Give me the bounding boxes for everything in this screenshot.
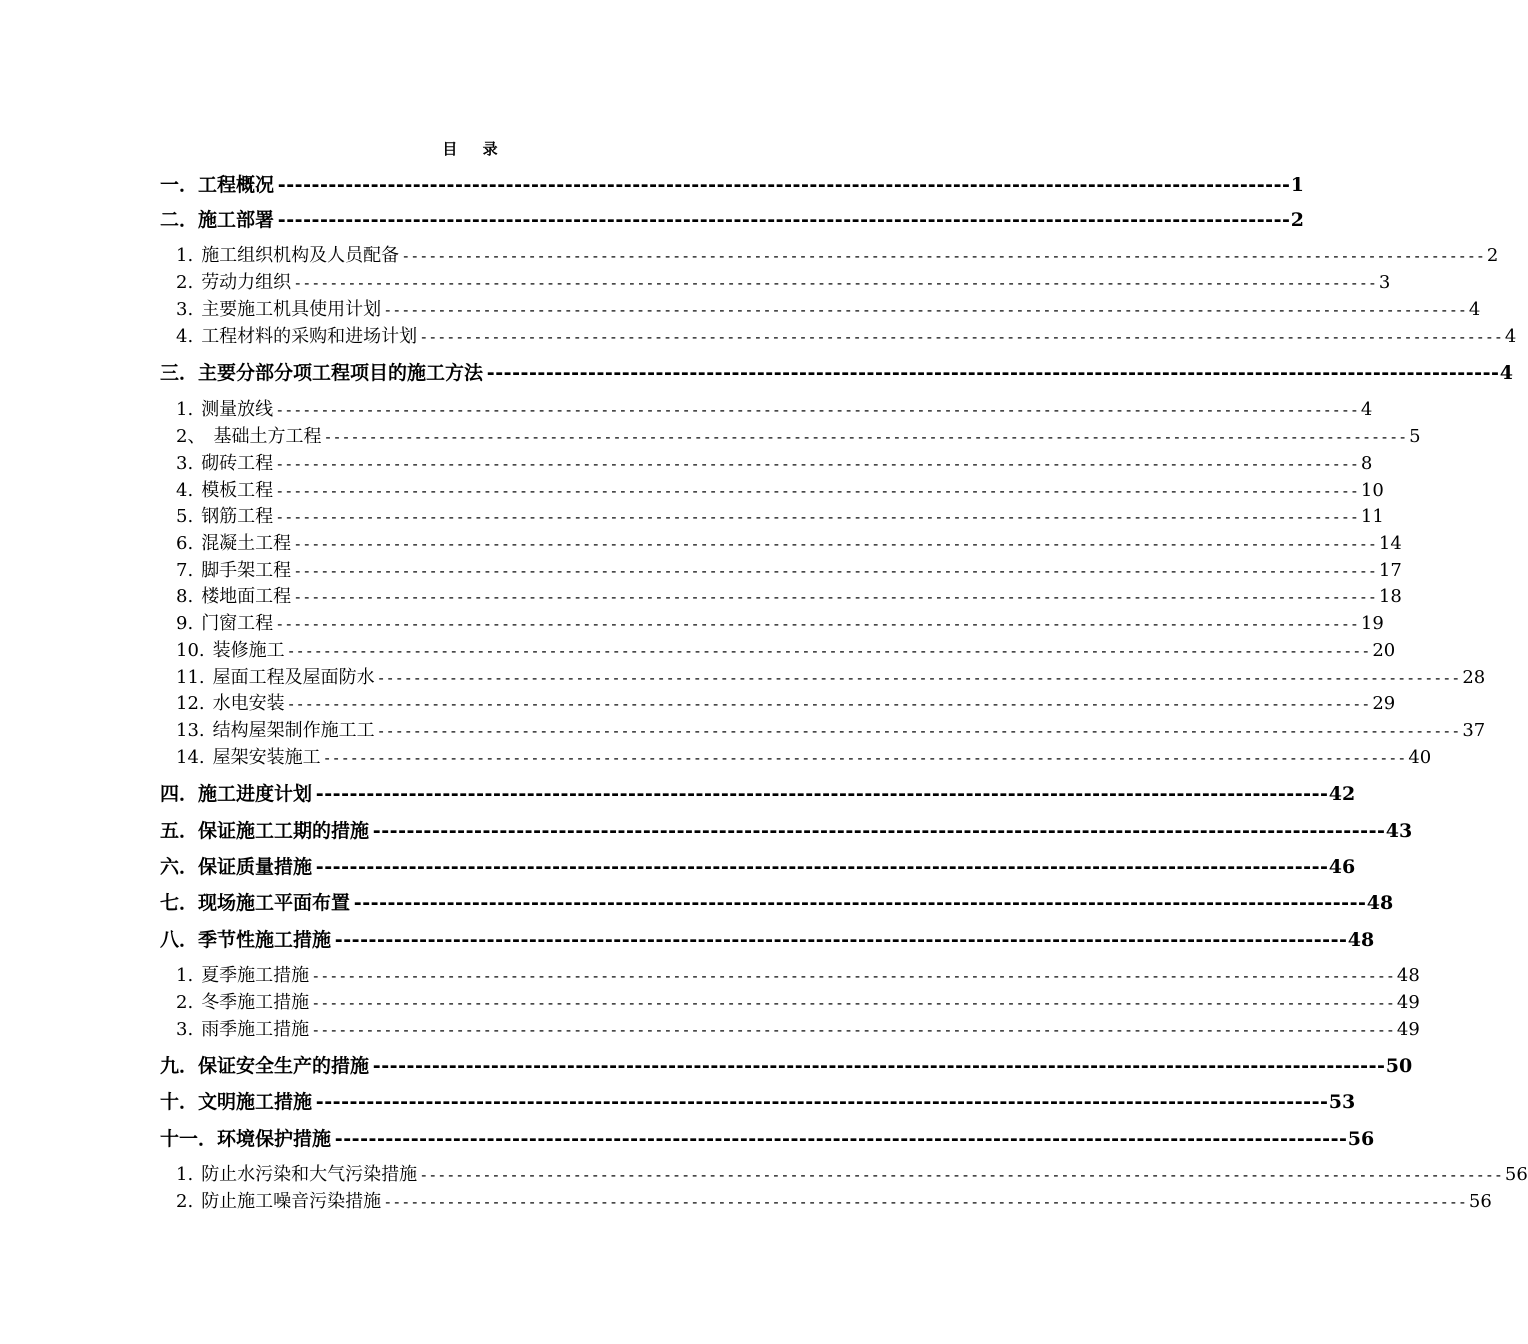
toc-dot-leader: ------------------------------------------------------------------------------------------------------------------------ [383,301,1467,319]
toc-dot-leader: ------------------------------------------------------------------------------------------------------------------------ [323,428,1408,446]
toc-dot-leader: ------------------------------------------------------------------------------------------------------------------------ [383,1193,1467,1211]
toc-entry-number: 三． [160,362,199,384]
toc-entry-title: 门窗工程 [201,613,274,634]
toc-entry-title: 结构屋架制作施工工 [212,720,375,741]
toc-page-number: 29 [1372,693,1396,714]
toc-entry-number: 2. [176,992,194,1013]
toc-dot-leader: ------------------------------------------------------------------------------------------------------------------------ [376,669,1461,687]
toc-entry-number: 五． [160,820,199,842]
toc-page-number: 53 [1328,1091,1356,1113]
toc-entry-number: 八． [160,929,199,951]
toc-page-number: 17 [1378,560,1402,581]
toc-page-number: 28 [1462,667,1486,688]
toc-entry-title: 屋架安装施工 [212,747,321,768]
toc-page-number: 3 [1378,272,1391,293]
toc-entry-number: 十一． [160,1128,218,1150]
toc-entry-number: 七． [160,892,199,914]
toc-page-number: 43 [1385,820,1413,842]
toc-chapter-entry [160,170,1304,196]
toc-chapter-entry [160,852,1356,878]
toc-entry-title: 屋面工程及屋面防水 [212,667,375,688]
toc-entry-title: 水电安装 [212,693,285,714]
toc-section-entry [176,636,1396,661]
toc-dot-leader: ------------------------------------------------------------------------------------------------------------------------ [275,615,1359,633]
toc-entry-title: 脚手架工程 [201,560,292,581]
toc-entry-title: 现场施工平面布置 [198,892,351,914]
toc-page-number: 11 [1360,506,1384,527]
toc-entry-number: 一． [160,174,199,196]
toc-dot-leader: ------------------------------------------------------------------------------------------------------------------------ [311,1021,1395,1039]
toc-dot-leader: ------------------------------------------------------------------------------------------------------------------------ [314,1091,1327,1113]
toc-entry-title: 基础土方工程 [213,426,322,447]
toc-entry-number: 6. [176,533,194,554]
toc-dot-leader: ------------------------------------------------------------------------------------------------------------------------ [322,749,1407,767]
toc-dot-leader: ------------------------------------------------------------------------------------------------------------------------ [275,401,1359,419]
toc-dot-leader: ------------------------------------------------------------------------------------------------------------------------ [485,362,1498,384]
toc-chapter-entry [160,1087,1356,1113]
toc-entry-title: 保证质量措施 [198,856,313,878]
toc-section-entry [176,1160,1528,1185]
toc-entry-number: 3. [176,1019,194,1040]
toc-entry-number: 4. [176,326,194,347]
toc-section-entry [176,295,1481,320]
toc-entry-title: 楼地面工程 [201,586,292,607]
toc-section-entry [176,449,1373,474]
toc-entry-title: 测量放线 [201,399,274,420]
toc-entry-number: 7. [176,560,194,581]
toc-section-entry [176,268,1391,293]
toc-dot-leader: ------------------------------------------------------------------------------------------------------------------------ [293,562,1377,580]
toc-entry-number: 9. [176,613,194,634]
toc-entry-number: 四． [160,783,199,805]
toc-entry-title: 防止水污染和大气污染措施 [201,1164,418,1185]
toc-section-entry [176,663,1486,688]
toc-entry-title: 季节性施工措施 [198,929,332,951]
toc-section-entry [176,743,1432,768]
toc-entry-title: 劳动力组织 [201,272,292,293]
toc-page-number: 4 [1468,299,1481,320]
toc-section-entry [176,582,1402,607]
toc-dot-leader: ------------------------------------------------------------------------------------------------------------------------ [314,856,1327,878]
toc-chapter-entry [160,205,1304,231]
toc-entry-title: 防止施工噪音污染措施 [201,1191,382,1212]
toc-page-number: 14 [1378,533,1402,554]
toc-dot-leader: ------------------------------------------------------------------------------------------------------------------------ [419,328,1503,346]
toc-chapter-entry [160,1124,1375,1150]
toc-entry-number: 3. [176,453,194,474]
toc-entry-title: 模板工程 [201,480,274,501]
toc-entry-title: 环境保护措施 [217,1128,332,1150]
toc-entry-title: 主要施工机具使用计划 [201,299,382,320]
toc-section-entry [176,1187,1492,1212]
toc-page-number: 18 [1378,586,1402,607]
toc-dot-leader: ------------------------------------------------------------------------------------------------------------------------ [371,1055,1384,1077]
toc-chapter-entry [160,779,1356,805]
toc-dot-leader: ------------------------------------------------------------------------------------------------------------------------ [311,967,1395,985]
toc-entry-title: 钢筋工程 [201,506,274,527]
toc-entry-number: 3. [176,299,194,320]
toc-entry-number: 13. [176,720,205,741]
toc-chapter-entry [160,925,1375,951]
toc-entry-title: 工程概况 [198,174,275,196]
toc-dot-leader: ------------------------------------------------------------------------------------------------------------------------ [352,892,1365,914]
toc-dot-leader: ------------------------------------------------------------------------------------------------------------------------ [314,783,1327,805]
toc-section-entry [176,476,1384,501]
toc-section-entry [176,716,1486,741]
toc-page-number: 49 [1396,1019,1420,1040]
toc-entry-number: 二． [160,209,199,231]
toc-chapter-entry [160,888,1394,914]
toc-chapter-entry [160,816,1413,842]
toc-entry-number: 11. [176,667,205,688]
toc-section-entry [176,322,1517,347]
toc-dot-leader: ------------------------------------------------------------------------------------------------------------------------ [286,695,1371,713]
toc-entry-title: 主要分部分项工程项目的施工方法 [198,362,484,384]
toc-section-entry [176,1015,1420,1040]
toc-page-number: 4 [1499,362,1513,384]
toc-page-number: 48 [1347,929,1375,951]
toc-chapter-entry [160,1051,1413,1077]
toc-page-number: 37 [1462,720,1486,741]
toc-entry-title: 装修施工 [212,640,285,661]
toc-entry-title: 工程材料的采购和进场计划 [201,326,418,347]
toc-entry-title: 混凝土工程 [201,533,292,554]
toc-page-number: 49 [1396,992,1420,1013]
toc-dot-leader: ------------------------------------------------------------------------------------------------------------------------ [333,929,1346,951]
toc-dot-leader: ------------------------------------------------------------------------------------------------------------------------ [275,508,1359,526]
toc-entry-number: 4. [176,480,194,501]
toc-dot-leader: ------------------------------------------------------------------------------------------------------------------------ [293,535,1377,553]
toc-section-entry [176,988,1420,1013]
toc-page-number: 40 [1408,747,1432,768]
toc-entry-title: 施工部署 [198,209,275,231]
toc-section-entry [176,529,1402,554]
toc-entry-title: 保证安全生产的措施 [198,1055,370,1077]
toc-page-number: 5 [1409,426,1421,447]
toc-title: 目 录 [442,140,508,158]
toc-dot-leader: ------------------------------------------------------------------------------------------------------------------------ [401,247,1485,265]
toc-entry-title: 保证施工工期的措施 [198,820,370,842]
toc-page-number: 42 [1328,783,1356,805]
toc-section-entry [176,689,1396,714]
toc-dot-leader: ------------------------------------------------------------------------------------------------------------------------ [311,994,1395,1012]
toc-section-entry [176,502,1384,527]
toc-page-number: 2 [1486,245,1499,266]
toc-entry-number: 5. [176,506,194,527]
toc-page-number: 56 [1504,1164,1528,1185]
toc-page-number: 48 [1366,892,1394,914]
toc-entry-title: 雨季施工措施 [201,1019,310,1040]
toc-page-number: 4 [1504,326,1517,347]
toc-dot-leader: ------------------------------------------------------------------------------------------------------------------------ [275,482,1359,500]
toc-entry-number: 10. [176,640,205,661]
toc-dot-leader: ------------------------------------------------------------------------------------------------------------------------ [293,588,1377,606]
toc-page-number: 56 [1347,1128,1375,1150]
toc-page-number: 8 [1360,453,1373,474]
toc-page-number: 46 [1328,856,1356,878]
toc-dot-leader: ------------------------------------------------------------------------------------------------------------------------ [376,722,1461,740]
toc-entry-number: 1. [176,399,194,420]
toc-entry-number: 1. [176,245,194,266]
toc-entry-number: 2、 [176,426,206,447]
toc-entry-number: 六． [160,856,199,878]
toc-dot-leader: ------------------------------------------------------------------------------------------------------------------------ [276,209,1289,231]
toc-section-entry [176,241,1499,266]
toc-dot-leader: ------------------------------------------------------------------------------------------------------------------------ [371,820,1384,842]
toc-page-number: 4 [1360,399,1373,420]
toc-entry-number: 2. [176,272,194,293]
toc-page-number: 1 [1290,174,1304,196]
toc-page-number: 20 [1372,640,1396,661]
toc-entry-title: 施工组织机构及人员配备 [201,245,400,266]
toc-page-number: 50 [1385,1055,1413,1077]
toc-page-number: 56 [1468,1191,1492,1212]
toc-entry-number: 8. [176,586,194,607]
toc-entry-number: 12. [176,693,205,714]
toc-entry-title: 施工进度计划 [198,783,313,805]
toc-dot-leader: ------------------------------------------------------------------------------------------------------------------------ [275,455,1359,473]
toc-dot-leader: ------------------------------------------------------------------------------------------------------------------------ [286,642,1371,660]
toc-entry-number: 14. [176,747,205,768]
toc-section-entry [176,395,1373,420]
toc-entry-title: 砌砖工程 [201,453,274,474]
toc-entry-number: 九． [160,1055,199,1077]
toc-entry-number: 1. [176,965,194,986]
toc-page-number: 48 [1396,965,1420,986]
toc-section-entry [176,422,1421,447]
toc-entry-title: 冬季施工措施 [201,992,310,1013]
toc-section-entry [176,961,1420,986]
toc-dot-leader: ------------------------------------------------------------------------------------------------------------------------ [293,274,1377,292]
toc-page-number: 10 [1360,480,1384,501]
toc-dot-leader: ------------------------------------------------------------------------------------------------------------------------ [419,1166,1503,1184]
toc-section-entry [176,556,1402,581]
toc-dot-leader: ------------------------------------------------------------------------------------------------------------------------ [276,174,1289,196]
toc-entry-number: 十． [160,1091,199,1113]
toc-section-entry [176,609,1384,634]
toc-entry-title: 夏季施工措施 [201,965,310,986]
toc-dot-leader: ------------------------------------------------------------------------------------------------------------------------ [333,1128,1346,1150]
toc-entry-number: 2. [176,1191,194,1212]
toc-page-number: 2 [1290,209,1304,231]
toc-entry-number: 1. [176,1164,194,1185]
toc-page-number: 19 [1360,613,1384,634]
toc-chapter-entry [160,358,1513,384]
toc-entry-title: 文明施工措施 [198,1091,313,1113]
